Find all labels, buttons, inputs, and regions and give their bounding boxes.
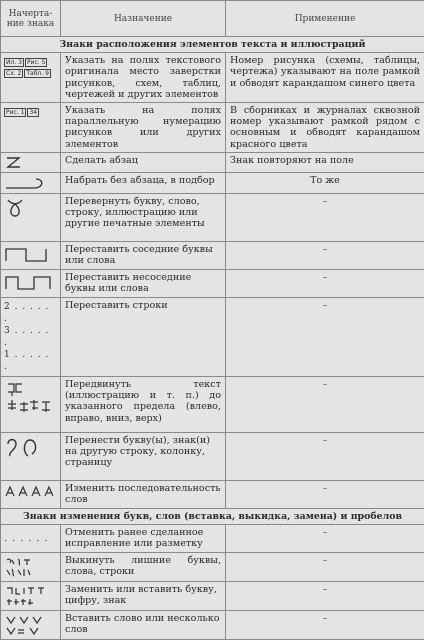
header-usage: Применение bbox=[226, 1, 424, 37]
usage-cell: – bbox=[226, 298, 424, 377]
table-row bbox=[1, 481, 424, 509]
purpose-cell: Указать на полях параллельную нумерацию рисунков или других элементов bbox=[61, 103, 226, 153]
usage-cell: – bbox=[226, 377, 424, 433]
purpose-cell: Переставить несоседние буквы или слова bbox=[61, 270, 226, 298]
line-number: 2 . . . . . . bbox=[4, 301, 57, 325]
table-row bbox=[1, 53, 424, 103]
purpose-cell: Отменить ранее сделанное исправление или разметку bbox=[61, 525, 226, 553]
usage-cell: – bbox=[226, 525, 424, 553]
purpose-cell: Перенести букву(ы), знак(и) на другую строку, колонку, страницу bbox=[61, 433, 226, 481]
replace-marks-icon bbox=[4, 585, 50, 607]
line-number: 3 . . . . . . bbox=[4, 325, 57, 349]
figure-label-box: Рис. 5 bbox=[25, 58, 47, 67]
paragraph-mark-icon bbox=[4, 156, 24, 169]
table-row bbox=[1, 525, 424, 553]
header-purpose: Назначение bbox=[61, 1, 226, 37]
table-header-row bbox=[1, 1, 424, 37]
section-title-changes: Знаки изменения букв, слов (вставка, выкидка, замена) и пробелов bbox=[1, 509, 424, 525]
swap-adjacent-mark-icon bbox=[4, 245, 48, 263]
header-symbol: Начерта- ние знака bbox=[1, 1, 61, 37]
usage-cell: То же bbox=[226, 173, 424, 194]
purpose-cell: Перевернуть букву, слово, строку, иллюстрацию или другие печатные элементы bbox=[61, 194, 226, 242]
symbol-cell bbox=[1, 525, 61, 553]
purpose-cell: Переставить строки bbox=[61, 298, 226, 377]
figure-label-box: Табл. 9 bbox=[24, 69, 51, 78]
purpose-cell: Вставить слово или несколько слов bbox=[61, 611, 226, 640]
section-title-layout: Знаки расположения элементов текста и иллюстраций bbox=[1, 37, 424, 53]
figure-label-box: Ил. 3 bbox=[4, 58, 24, 67]
move-text-marks-icon bbox=[4, 380, 54, 424]
symbol-cell bbox=[1, 194, 61, 242]
symbol-cell bbox=[1, 298, 61, 377]
run-in-mark-icon bbox=[4, 176, 52, 190]
table-row bbox=[1, 553, 424, 582]
table-row bbox=[1, 242, 424, 270]
purpose-cell: Переставить соседние буквы или слова bbox=[61, 242, 226, 270]
symbol-cell bbox=[1, 153, 61, 173]
usage-cell: – bbox=[226, 611, 424, 640]
usage-cell: В сборниках и журналах сквозной номер указывают рамкой рядом с основным и обводят карандашом красного цвета bbox=[226, 103, 424, 153]
symbol-cell bbox=[1, 481, 61, 509]
symbol-cell bbox=[1, 242, 61, 270]
purpose-cell: Сделать абзац bbox=[61, 153, 226, 173]
table-row bbox=[1, 433, 424, 481]
table-row bbox=[1, 270, 424, 298]
table-row bbox=[1, 153, 424, 173]
purpose-cell: Указать на полях текстового оригинала место заверстки рисунков, схем, таблиц, чертежей и других элементов bbox=[61, 53, 226, 103]
figure-label-box: Рис. 1 bbox=[4, 108, 26, 117]
purpose-cell: Выкинуть лишние буквы, слова, строки bbox=[61, 553, 226, 582]
symbol-cell bbox=[1, 103, 61, 153]
word-order-marks-icon bbox=[4, 484, 56, 498]
usage-cell: Номер рисунка (схемы, таблицы, чертежа) указывают на поле рамкой и обводят карандашом синего цвета bbox=[226, 53, 424, 103]
symbol-cell bbox=[1, 611, 61, 640]
transfer-mark-icon bbox=[4, 436, 44, 458]
swap-nonadjacent-mark-icon bbox=[4, 273, 52, 291]
cancel-dots: . . . . . . bbox=[4, 533, 49, 544]
usage-cell: Знак повторяют на поле bbox=[226, 153, 424, 173]
usage-cell: – bbox=[226, 553, 424, 582]
figure-label-box: Сх. 2 bbox=[4, 69, 23, 78]
table-row bbox=[1, 298, 424, 377]
symbol-cell bbox=[1, 377, 61, 433]
table-row bbox=[1, 103, 424, 153]
line-number: 1 . . . . . . bbox=[4, 349, 57, 373]
symbol-cell bbox=[1, 53, 61, 103]
table-row bbox=[1, 194, 424, 242]
symbol-cell bbox=[1, 270, 61, 298]
table-row bbox=[1, 611, 424, 640]
section-row-layout bbox=[1, 37, 424, 53]
delete-marks-icon bbox=[4, 556, 48, 578]
symbol-cell bbox=[1, 582, 61, 611]
table-row bbox=[1, 377, 424, 433]
symbol-cell bbox=[1, 173, 61, 194]
purpose-cell: Передвинуть текст (иллюстрацию и т. п.) до указанного предела (влево, вправо, вниз, верх) bbox=[61, 377, 226, 433]
usage-cell: – bbox=[226, 194, 424, 242]
usage-cell: – bbox=[226, 242, 424, 270]
usage-cell: – bbox=[226, 433, 424, 481]
table-row bbox=[1, 173, 424, 194]
purpose-cell: Заменить или вставить букву, цифру, знак bbox=[61, 582, 226, 611]
turn-over-mark-icon bbox=[4, 197, 26, 219]
usage-cell: – bbox=[226, 481, 424, 509]
usage-cell: – bbox=[226, 270, 424, 298]
section-row-changes bbox=[1, 509, 424, 525]
figure-label-box: 34 bbox=[27, 108, 39, 117]
purpose-cell: Набрать без абзаца, в подбор bbox=[61, 173, 226, 194]
symbol-cell bbox=[1, 553, 61, 582]
insert-marks-icon bbox=[4, 614, 48, 636]
usage-cell: – bbox=[226, 582, 424, 611]
symbol-cell bbox=[1, 433, 61, 481]
table-row bbox=[1, 582, 424, 611]
purpose-cell: Изменить последовательность слов bbox=[61, 481, 226, 509]
